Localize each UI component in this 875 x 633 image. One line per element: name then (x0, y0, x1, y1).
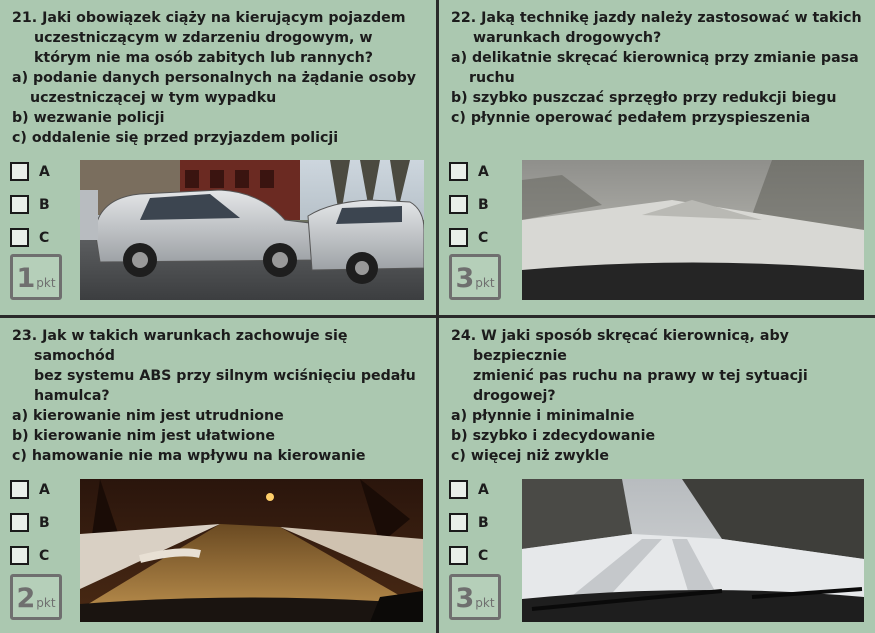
option-c: c) płynnie operować pedałem przyspieszenia (451, 110, 811, 126)
option-c: c) hamowanie nie ma wpływu na kierowanie (12, 448, 366, 464)
checkbox-b[interactable] (449, 195, 468, 214)
checkbox-a[interactable] (10, 162, 29, 181)
answer-label-b: B (478, 196, 489, 213)
answer-label-c: C (478, 229, 489, 246)
option-c: c) więcej niż zwykle (451, 448, 609, 464)
checkbox-b[interactable] (10, 195, 29, 214)
option-a: a) kierowanie nim jest utrudnione (12, 408, 284, 424)
snowy-forest-road-photo (522, 479, 864, 622)
question-block (12, 8, 428, 148)
answer-c[interactable] (10, 221, 50, 254)
answer-label-c: C (478, 547, 489, 564)
checkbox-a[interactable] (449, 162, 468, 181)
answer-label-b: B (39, 514, 50, 531)
answer-b[interactable] (449, 506, 489, 539)
checkbox-c[interactable] (449, 228, 468, 247)
checkbox-c[interactable] (449, 546, 468, 565)
question-card-23 (0, 318, 436, 633)
question-text (12, 326, 428, 406)
answer-a[interactable] (10, 155, 50, 188)
points-badge (449, 574, 501, 620)
answer-checkboxes (10, 155, 50, 254)
option-b: b) szybko puszczać sprzęgło przy redukcji biegu (451, 90, 837, 106)
points-value: 2 (16, 583, 36, 614)
checkbox-b[interactable] (10, 513, 29, 532)
option-c: c) oddalenie się przed przyjazdem policji (12, 130, 339, 146)
answer-checkboxes (449, 473, 489, 572)
checkbox-c[interactable] (10, 228, 29, 247)
points-unit: pkt (36, 596, 56, 610)
answer-c[interactable] (10, 539, 50, 572)
answer-label-a: A (39, 481, 50, 498)
points-value: 3 (455, 583, 475, 614)
question-text (451, 8, 867, 48)
option-a: a) delikatnie skręcać kierownicą przy zmianie pasa ruchu (451, 50, 859, 86)
answer-a[interactable] (10, 473, 50, 506)
option-b: b) wezwanie policji (12, 110, 165, 126)
checkbox-c[interactable] (10, 546, 29, 565)
answer-checkboxes (10, 473, 50, 572)
question-card-22 (439, 0, 875, 315)
checkbox-a[interactable] (449, 480, 468, 499)
question-number: 22. (451, 10, 477, 26)
option-b: b) kierowanie nim jest ułatwione (12, 428, 275, 444)
points-value: 3 (455, 263, 475, 294)
checkbox-a[interactable] (10, 480, 29, 499)
question-block (12, 326, 428, 466)
answer-label-c: C (39, 547, 50, 564)
question-body: Jaką technikę jazdy należy zastosować w takich warunkach drogowych? (473, 10, 862, 46)
answer-label-a: A (39, 163, 50, 180)
option-b: b) szybko i zdecydowanie (451, 428, 656, 444)
question-block (451, 326, 867, 466)
question-card-24 (439, 318, 875, 633)
checkbox-b[interactable] (449, 513, 468, 532)
answer-c[interactable] (449, 539, 489, 572)
question-number: 21. (12, 10, 38, 26)
answer-checkboxes (449, 155, 489, 254)
answer-b[interactable] (449, 188, 489, 221)
option-a: a) podanie danych personalnych na żądanie osoby uczestniczącej w tym wypadku (12, 70, 417, 106)
points-value: 1 (16, 263, 36, 294)
points-badge (449, 254, 501, 300)
answer-a[interactable] (449, 473, 489, 506)
question-body: W jaki sposób skręcać kierownicą, aby bezpiecznie zmienić pas ruchu na prawy w tej sytuacji drogowej? (473, 328, 808, 404)
question-number: 23. (12, 328, 38, 344)
answer-c[interactable] (449, 221, 489, 254)
answer-b[interactable] (10, 188, 50, 221)
question-number: 24. (451, 328, 477, 344)
points-unit: pkt (36, 276, 56, 290)
answer-label-c: C (39, 229, 50, 246)
points-badge (10, 254, 62, 300)
question-body: Jaki obowiązek ciąży na kierującym pojazdem uczestniczącym w zdarzeniu drogowym, w którym nie ma osób zabitych lub rannych? (34, 10, 406, 66)
night-icy-road-photo (80, 479, 423, 622)
question-card-21 (0, 0, 436, 315)
answer-label-a: A (478, 481, 489, 498)
option-a: a) płynnie i minimalnie (451, 408, 635, 424)
points-unit: pkt (475, 276, 495, 290)
answer-label-b: B (478, 514, 489, 531)
answer-label-a: A (478, 163, 489, 180)
points-unit: pkt (475, 596, 495, 610)
answer-b[interactable] (10, 506, 50, 539)
points-badge (10, 574, 62, 620)
question-text (12, 8, 428, 68)
answer-label-b: B (39, 196, 50, 213)
answer-a[interactable] (449, 155, 489, 188)
foggy-snowy-road-photo (522, 160, 864, 300)
question-block (451, 8, 867, 128)
question-body: Jak w takich warunkach zachowuje się samochód bez systemu ABS przy silnym wciśnięciu pedału hamulca? (34, 328, 416, 404)
car-collision-photo (80, 160, 424, 300)
question-text (451, 326, 867, 406)
